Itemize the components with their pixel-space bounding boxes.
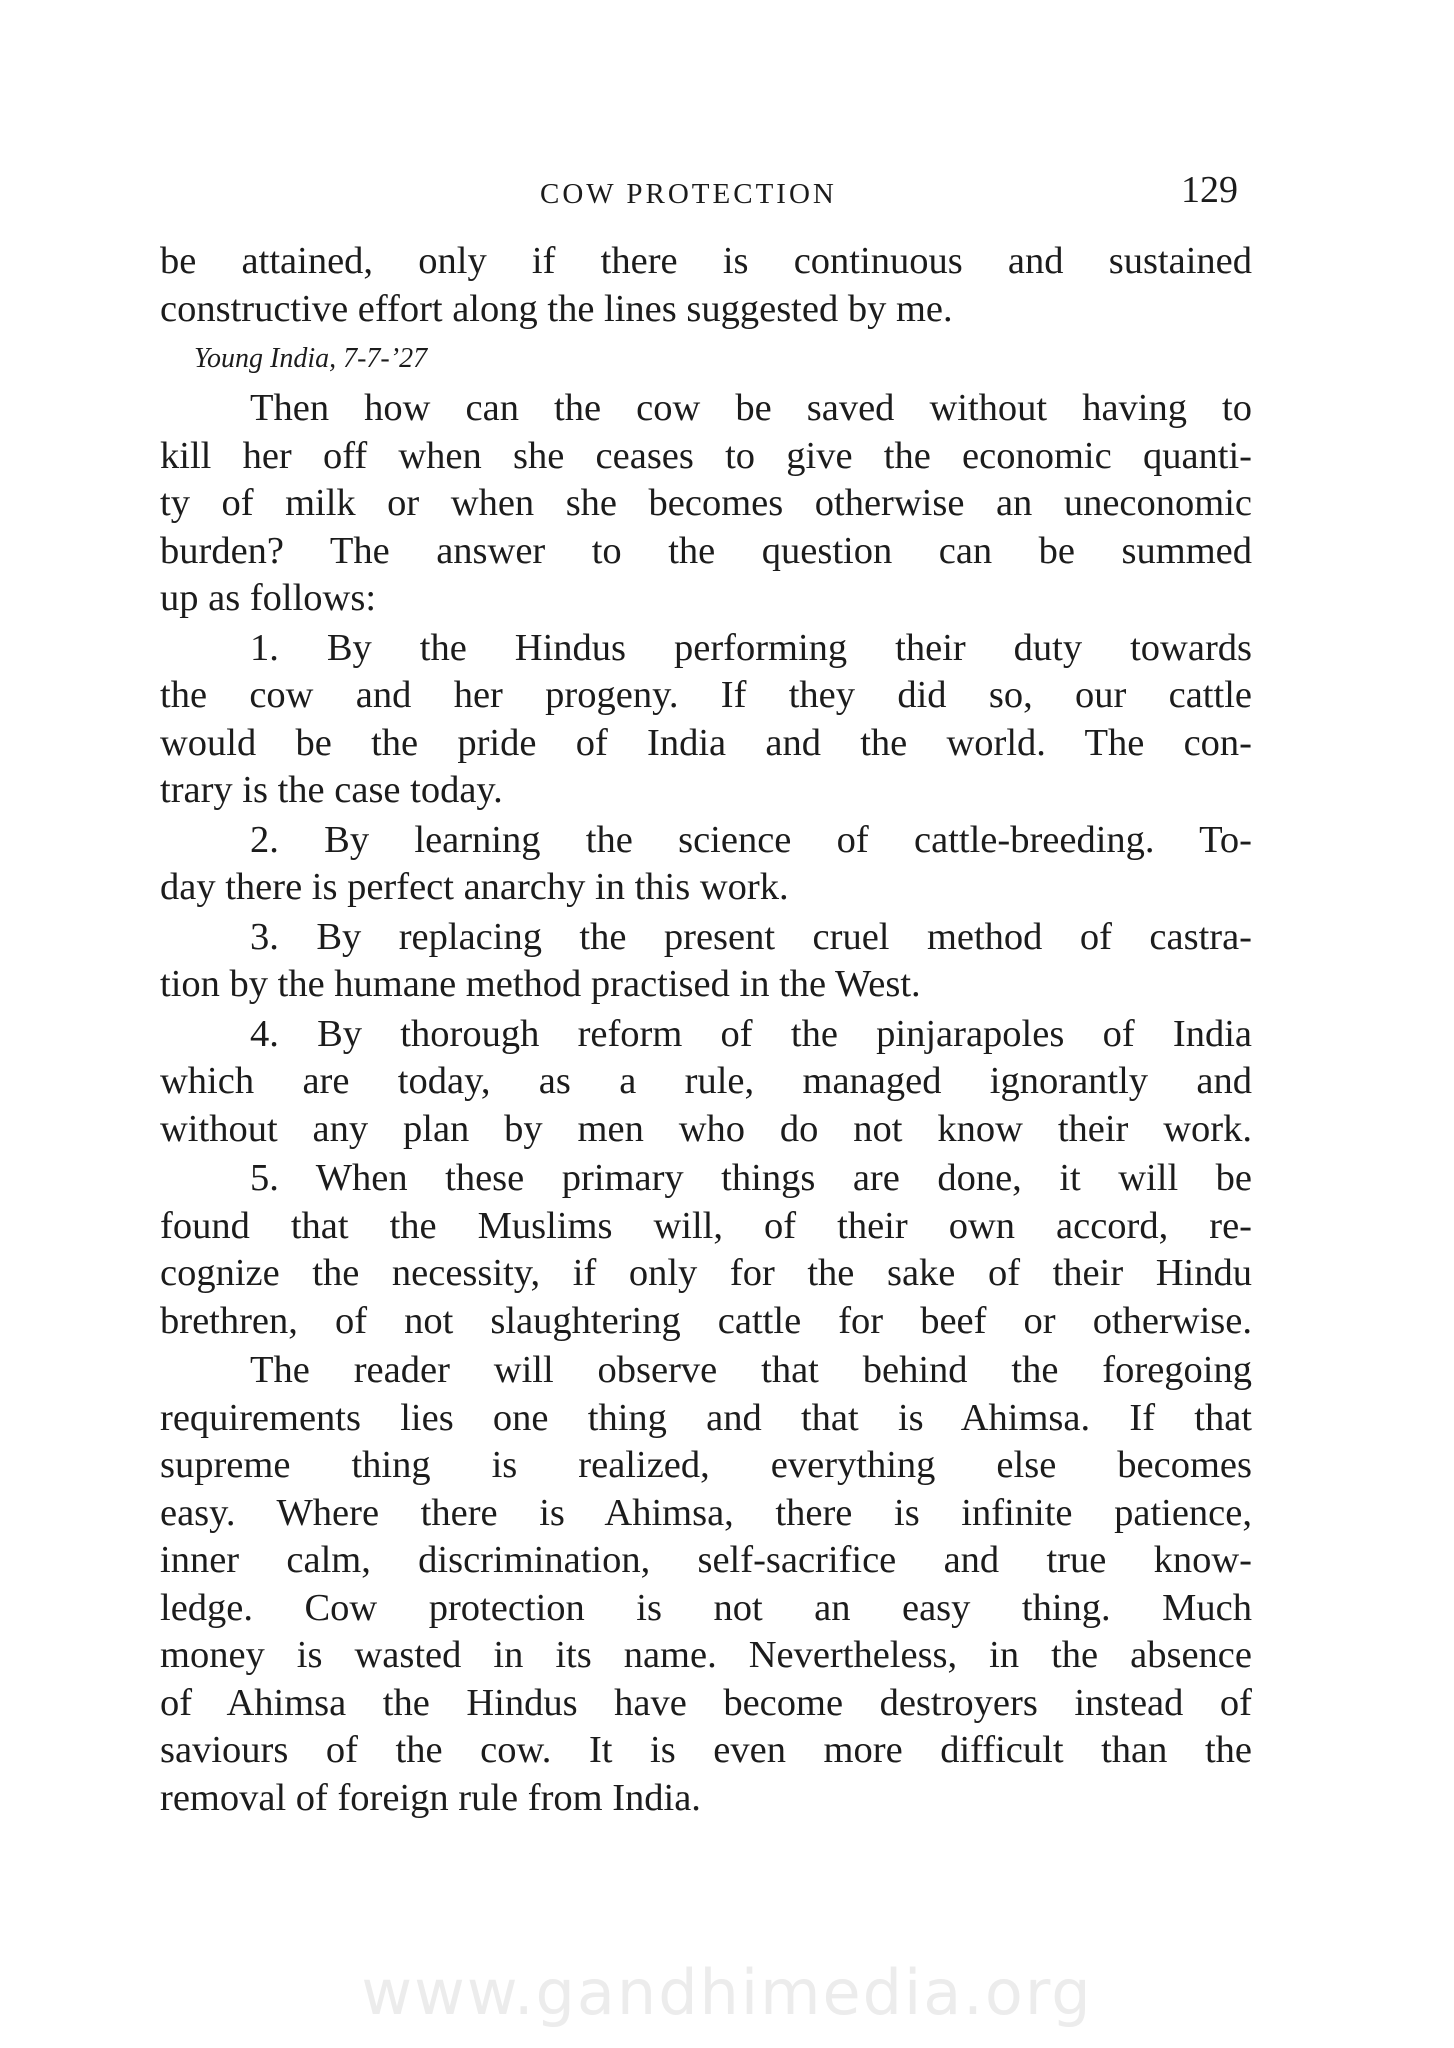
list-item-1-line: would be the pride of India and the world. The con- [160, 721, 1252, 764]
body-text [160, 238, 1252, 1822]
list-item-5-line: brethren, of not slaughtering cattle for beef or otherwise. [160, 1299, 1252, 1342]
list-item-4-line: without any plan by men who do not know their work. [160, 1107, 1252, 1150]
list-item-1-line: 1. By the Hindus performing their duty towards [250, 626, 1252, 669]
conclusion-line: supreme thing is realized, everything else becomes [160, 1444, 1252, 1486]
conclusion-line: saviours of the cow. It is even more difficult than the [160, 1729, 1252, 1771]
conclusion-line: removal of foreign rule from India. [160, 1776, 701, 1819]
list-item-4-line: which are today, as a rule, managed ignorantly and [160, 1060, 1252, 1102]
conclusion-line: easy. Where there is Ahimsa, there is infinite patience, [160, 1491, 1252, 1534]
conclusion-line: ledge. Cow protection is not an easy thing. Much [160, 1586, 1252, 1629]
conclusion-line: requirements lies one thing and that is Ahimsa. If that [160, 1396, 1252, 1439]
page-number: 129 [1181, 169, 1238, 211]
conclusion-line: The reader will observe that behind the foregoing [250, 1349, 1252, 1391]
list-item-5-line: cognize the necessity, if only for the sake of their Hindu [160, 1252, 1252, 1294]
text-line: up as follows: [160, 577, 377, 619]
list-item-5-line: 5. When these primary things are done, it will be [250, 1157, 1252, 1199]
list-item-3-line: tion by the humane method practised in the West. [160, 963, 921, 1005]
list-item-1-line: the cow and her progeny. If they did so, our cattle [160, 674, 1252, 716]
list-item-1-line: trary is the case today. [160, 769, 503, 811]
text-line: kill her off when she ceases to give the economic quanti- [160, 434, 1252, 477]
text-line: burden? The answer to the question can be summed [160, 529, 1252, 572]
conclusion-line: of Ahimsa the Hindus have become destroyers instead of [160, 1681, 1252, 1724]
list-item-2-line: day there is perfect anarchy in this work. [160, 866, 789, 908]
list-item-5-line: found that the Muslims will, of their own accord, re- [160, 1204, 1252, 1247]
text-line: ty of milk or when she becomes otherwise an uneconomic [160, 482, 1252, 524]
list-item-2-line: 2. By learning the science of cattle-breeding. To- [250, 818, 1252, 861]
watermark: www.gandhimedia.org [361, 1956, 1093, 2029]
running-header [160, 168, 1250, 228]
list-item-3-line: 3. By replacing the present cruel method of castra- [250, 915, 1252, 958]
text-line: be attained, only if there is continuous and sustained [160, 240, 1252, 282]
text-line: constructive effort along the lines suggested by me. [160, 287, 953, 330]
citation: Young India, 7-7-’27 [194, 343, 428, 374]
text-line: Then how can the cow be saved without having to [250, 387, 1252, 429]
list-item-4-line: 4. By thorough reform of the pinjarapoles of India [250, 1012, 1252, 1055]
conclusion-line: money is wasted in its name. Nevertheless, in the absence [160, 1634, 1252, 1676]
running-title: COW PROTECTION [540, 178, 837, 210]
conclusion-line: inner calm, discrimination, self-sacrifice and true know- [160, 1539, 1252, 1581]
